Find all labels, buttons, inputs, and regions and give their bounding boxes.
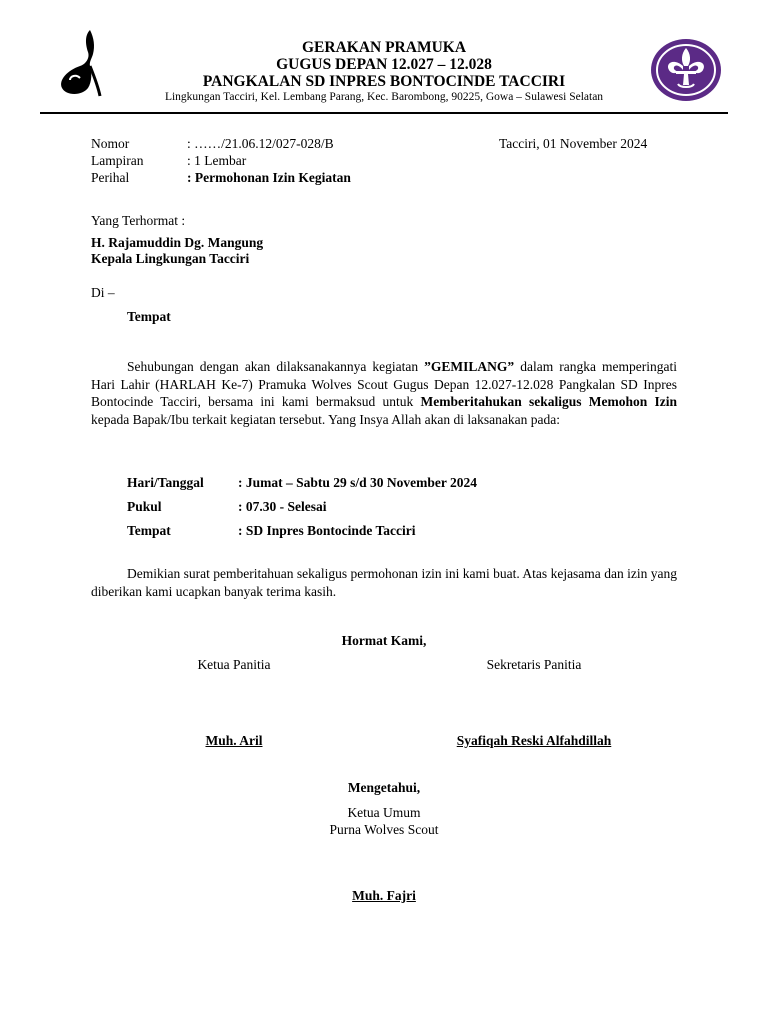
left-role: Ketua Panitia (197, 657, 271, 672)
mengetahui: Mengetahui, (347, 780, 421, 795)
detail-label-pukul: Pukul (127, 499, 162, 514)
hormat-kami: Hormat Kami, (341, 633, 427, 648)
tunas-kelapa-icon (56, 28, 102, 98)
detail-value-hari: : Jumat – Sabtu 29 s/d 30 November 2024 (238, 475, 478, 490)
lampiran-label: Lampiran (91, 153, 144, 168)
perihal-value: : Permohonan Izin Kegiatan (187, 170, 351, 185)
greeting: Yang Terhormat : (91, 213, 186, 228)
nomor-value: : ……/21.06.12/027-028/B (187, 136, 334, 151)
perihal-label: Perihal (91, 170, 130, 185)
center-role-1: Ketua Umum (347, 805, 421, 820)
fleur-de-lis-icon (650, 39, 722, 103)
di-label: Di – (91, 285, 115, 300)
center-role-2: Purna Wolves Scout (329, 822, 439, 837)
left-logo (56, 28, 102, 98)
detail-value-pukul: : 07.30 - Selesai (238, 499, 327, 514)
lampiran-value: : 1 Lembar (187, 153, 247, 168)
request-emphasis: Memberitahukan sekaligus Memohon Izin (420, 394, 677, 409)
detail-label-tempat: Tempat (127, 523, 171, 538)
left-signer-name: Muh. Aril (205, 733, 263, 748)
recipient-name: H. Rajamuddin Dg. Mangung (91, 235, 264, 250)
detail-value-tempat: : SD Inpres Bontocinde Tacciri (238, 523, 416, 538)
body-paragraph: Sehubungan dengan akan dilaksanakannya kegiatan ”GEMILANG” dalam rangka memperingati Hari Lahir (HARLAH Ke-7) Pramuka Wolves Scout Gugus Depan 12.027-12.028 Pangkalan SD Inpres Bontocinde Tacciri, bersama ini kami bermaksud untuk Memberitahukan sekaligus Memohon Izin kepada Bapak/Ibu terkait kegiatan tersebut. Yang Insya Allah akan di laksanakan pada: (91, 359, 677, 427)
address: Lingkungan Tacciri, Kel. Lembang Parang, Kec. Barombong, 90225, Gowa – Sulawesi Selatan (164, 91, 604, 103)
pangkalan-name: PANGKALAN SD INPRES BONTOCINDE TACCIRI (202, 73, 566, 90)
nomor-label: Nomor (91, 136, 130, 151)
letterhead-rule (40, 112, 728, 114)
tempat-label: Tempat (127, 309, 171, 324)
recipient-title: Kepala Lingkungan Tacciri (91, 251, 250, 266)
org-name: GERAKAN PRAMUKA (301, 39, 467, 56)
letter-date: Tacciri, 01 November 2024 (499, 136, 648, 151)
event-name: ”GEMILANG” (424, 359, 515, 374)
right-signer-name: Syafiqah Reski Alfahdillah (456, 733, 612, 748)
detail-label-hari: Hari/Tanggal (127, 475, 204, 490)
gugus-depan: GUGUS DEPAN 12.027 – 12.028 (276, 56, 492, 73)
center-signer-name: Muh. Fajri (352, 888, 416, 903)
right-logo (650, 39, 722, 103)
closing-paragraph: Demikian surat pemberitahuan sekaligus permohonan izin ini kami buat. Atas kejasama dan izin yang diberikan kami ucapkan banyak terima kasih. (91, 566, 677, 599)
right-role: Sekretaris Panitia (486, 657, 582, 672)
